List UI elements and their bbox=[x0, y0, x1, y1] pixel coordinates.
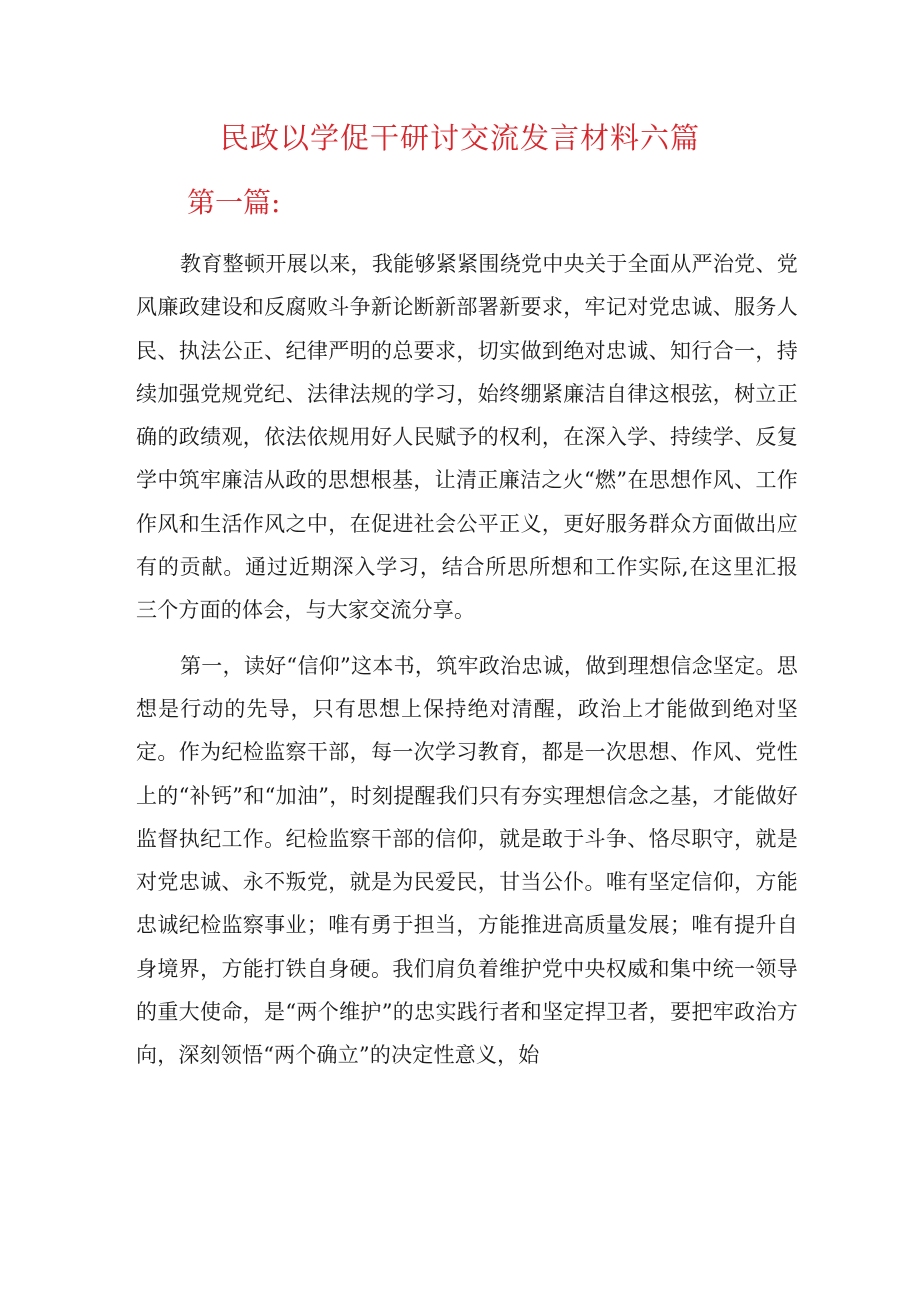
paragraph: 教育整顿开展以来，我能够紧紧围绕党中央关于全面从严治党、党风廉政建设和反腐败斗争新论断新部署新要求，牢记对党忠诚、服务人民、执法公正、纪律严明的总要求，切实做到绝对忠诚、知行合一，持续加强党规党纪、法律法规的学习，始终绷紧廉洁自律这根弦，树立正确的政绩观，依法依规用好人民赋予的权利，在深入学、持续学、反复学中筑牢廉洁从政的思想根基，让清正廉洁之火“燃”在思想作风、工作作风和生活作风之中，在促进社会公平正义，更好服务群众方面做出应有的贡献。通过近期深入学习，结合所思所想和工作实际,在这里汇报三个方面的体会，与大家交流分享。 bbox=[136, 252, 798, 623]
section-heading: 第一篇: bbox=[187, 186, 281, 219]
document-title: 民政以学促干研讨交流发言材料六篇 bbox=[219, 121, 700, 155]
paragraph: 第一，读好“信仰”这本书，筑牢政治忠诚，做到理想信念坚定。思想是行动的先导，只有思想上保持绝对清醒，政治上才能做到绝对坚定。作为纪检监察干部，每一次学习教育，都是一次思想、作风、党性上的“补钙”和“加油”，时刻提醒我们只有夯实理想信念之基，才能做好监督执纪工作。纪检监察干部的信仰，就是敢于斗争、恪尽职守，就是对党忠诚、永不叛党，就是为民爱民，甘当公仆。唯有坚定信仰，方能忠诚纪检监察事业；唯有勇于担当，方能推进高质量发展；唯有提升自身境界，方能打铁自身硬。我们肩负着维护党中央权威和集中统一领导的重大使命，是“两个维护”的忠实践行者和坚定捍卫者，要把牢政治方向，深刻领悟“两个确立”的决定性意义，始 bbox=[136, 653, 798, 1068]
document-body bbox=[136, 243, 798, 1090]
